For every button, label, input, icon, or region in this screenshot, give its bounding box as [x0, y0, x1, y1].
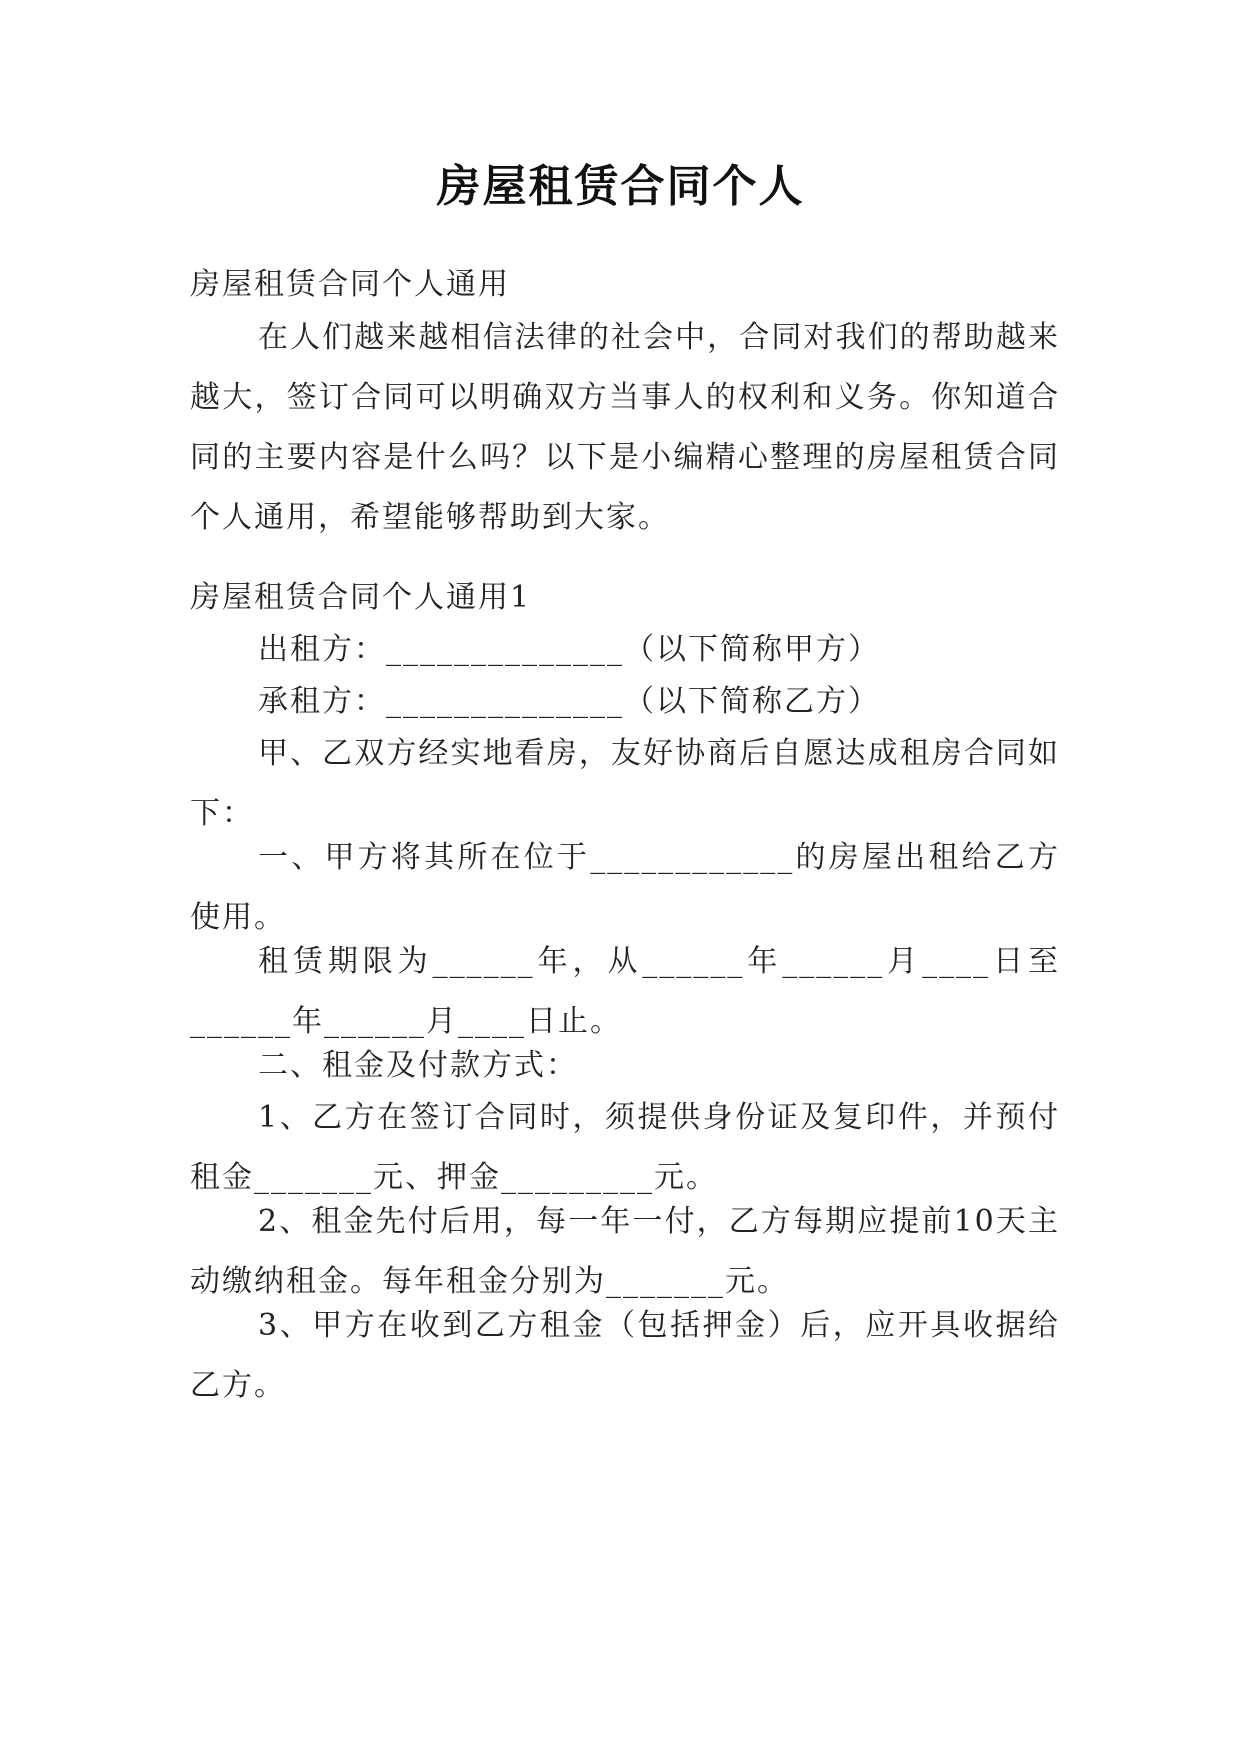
section-heading: 房屋租赁合同个人通用1: [190, 580, 532, 615]
document-title: 房屋租赁合同个人: [436, 161, 805, 212]
document-subtitle: 房屋租赁合同个人通用: [190, 267, 510, 302]
clause-2-heading: 二、租金及付款方式：: [258, 1048, 578, 1083]
intro-paragraph: 在人们越来越相信法律的社会中，合同对我们的帮助越来越大，签订合同可以明确双方当事人的权利和义务。你知道合同的主要内容是什么吗？以下是小编精心整理的房屋租赁合同个人通用，希望能够帮助到大家。: [190, 320, 1060, 535]
lease-term: 租赁期限为______年，从______年______月____日至______年______月____日止。: [190, 944, 1060, 1039]
agreement-paragraph: 甲、乙双方经实地看房，友好协商后自愿达成租房合同如下：: [190, 736, 1060, 831]
lessee-line: 承租方：______________（以下简称乙方）: [258, 684, 880, 719]
clause-2-1: 1、乙方在签订合同时，须提供身份证及复印件，并预付租金_______元、押金_________元。: [190, 1100, 1060, 1195]
clause-2-3: 3、甲方在收到乙方租金（包括押金）后，应开具收据给乙方。: [190, 1308, 1060, 1403]
lessor-line: 出租方：______________（以下简称甲方）: [258, 632, 880, 667]
clause-1: 一、甲方将其所在位于____________的房屋出租给乙方使用。: [190, 840, 1060, 935]
clause-2-2: 2、租金先付后用，每一年一付，乙方每期应提前10天主动缴纳租金。每年租金分别为_______元。: [190, 1204, 1060, 1299]
